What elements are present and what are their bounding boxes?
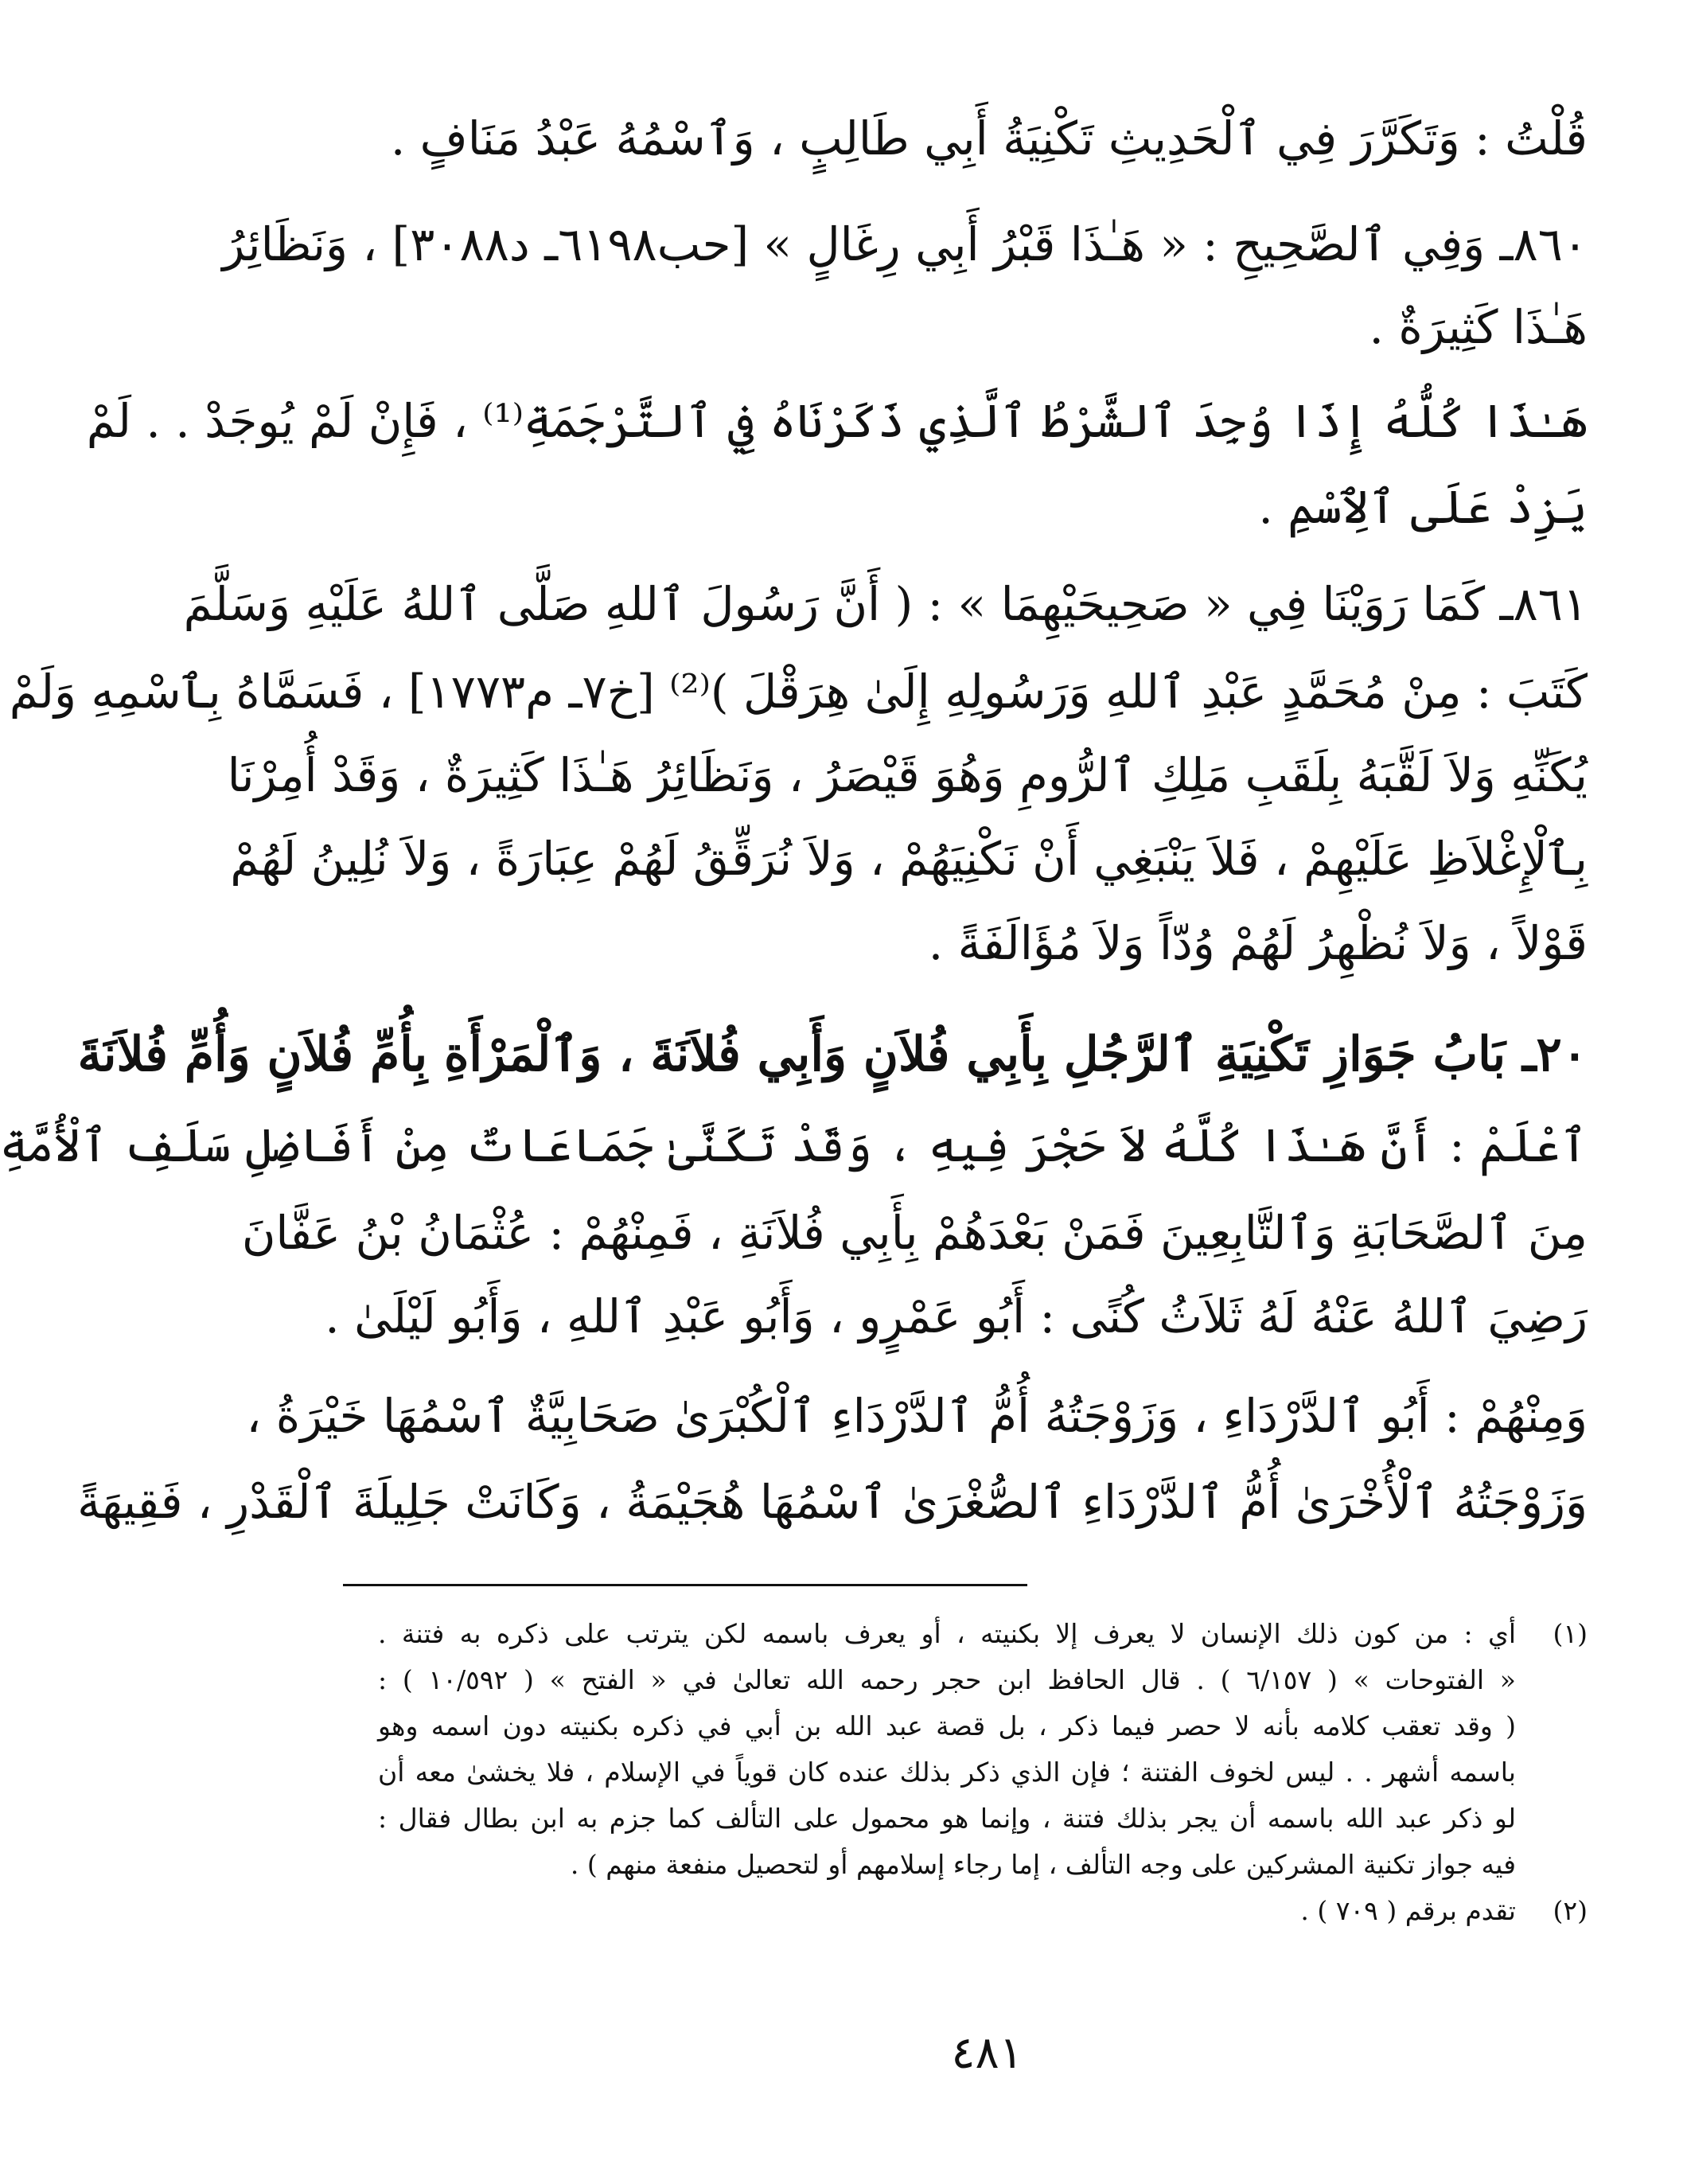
footnote-line: فيه جواز تكنية المشركين على وجه التألف ، إما رجاء إسلامهم أو لتحصيل منفعة منهم ) . [570, 1849, 1516, 1880]
footnote-number-blank [1532, 1708, 1588, 1746]
body-line-1: قُلْتُ : وَتَكَرَّرَ فِي ٱلْحَدِيثِ تَكْنِيَةُ أَبِي طَالِبٍ ، وَٱسْمُهُ عَبْدُ مَنَافٍ . [390, 111, 1588, 166]
footnote-number-blank [1532, 1662, 1588, 1700]
body-line-8: يُكَنِّهِ وَلاَ لَقَّبَهُ بِلَقَبِ مَلِكِ ٱلرُّومِ وَهُوَ قَيْصَرُ ، وَنَظَائِرُ هَـٰذَا كَثِيرَةٌ ، وَقَدْ أُمِرْنَا [227, 748, 1588, 802]
body-line-9: بِٱلْإِغْلاَظِ عَلَيْهِمْ ، فَلاَ يَنْبَغِي أَنْ نَكْنِيَهُمْ ، وَلاَ نُرَقِّقُ لَهُمْ عِبَارَةً ، وَلاَ نُلِينُ لَهُمْ [230, 832, 1588, 886]
body-line-7: كَتَبَ : مِنْ مُحَمَّدٍ عَبْدِ ٱللهِ وَرَسُولِهِ إِلَىٰ هِرَقْلَ )⁽²⁾ [خ٧ـ م١٧٧٣] ، فَسَمَّاهُ بِٱسْمِهِ وَلَمْ [9, 665, 1588, 719]
body-line-10: قَوْلاً ، وَلاَ نُظْهِرُ لَهُمْ وُدّاً وَلاَ مُؤَالَفَةً . [928, 916, 1588, 970]
footnote-line: « الفتوحات » ( ٦/١٥٧ ) . قال الحافظ ابن حجر رحمه الله تعالىٰ في « الفتح » ( ١٠/٥٩٢ ) : [378, 1664, 1516, 1695]
body-line-12: مِنَ ٱلصَّحَابَةِ وَٱلتَّابِعِينَ فَمَنْ بَعْدَهُمْ بِأَبِي فُلاَنَةِ ، فَمِنْهُمْ : عُثْمَانُ بْنُ عَفَّانَ [241, 1206, 1588, 1260]
chapter-heading: ٢٠ـ بَابُ جَوَازِ تَكْنِيَةِ ٱلرَّجُلِ بِأَبِي فُلاَنٍ وَأَبِي فُلاَنَةَ ، وَٱلْمَرْأَةِ بِأُمِّ فُلاَنٍ وَأُمِّ فُلاَنَةَ [77, 1027, 1588, 1082]
body-line-6: ٨٦١ـ كَمَا رَوَيْنَا فِي « صَحِيحَيْهِمَا » : ( أَنَّ رَسُولَ ٱللهِ صَلَّى ٱللهُ عَلَيْهِ وَسَلَّمَ [183, 577, 1588, 631]
body-line-15: وَزَوْجَتُهُ ٱلْأُخْرَىٰ أُمُّ ٱلدَّرْدَاءِ ٱلصُّغْرَىٰ ٱسْمُهَا هُجَيْمَةُ ، وَكَانَتْ جَلِيلَةَ ٱلْقَدْرِ ، فَقِيهَةً [77, 1475, 1588, 1529]
footnote-separator [343, 1584, 1027, 1586]
footnote-number-blank [1532, 1800, 1588, 1839]
body-line-14: وَمِنْهُمْ : أَبُو ٱلدَّرْدَاءِ ، وَزَوْجَتُهُ أُمُّ ٱلدَّرْدَاءِ ٱلْكُبْرَىٰ صَحَابِيَّةٌ ٱسْمُهَا خَيْرَةُ ، [246, 1389, 1588, 1443]
body-line-5: يَزِدْ عَلَى ٱلِٱسْمِ . [1258, 480, 1588, 534]
footnote-number-blank [1532, 1754, 1588, 1792]
footnote-number-2: (٢) [1553, 1895, 1588, 1926]
body-line-2: ٨٦٠ـ وَفِي ٱلصَّحِيحِ : « هَـٰذَا قَبْرُ أَبِي رِغَالٍ » [حب٦١٩٨ـ د٣٠٨٨] ، وَنَظَائِرُ [222, 217, 1588, 271]
footnote-line: ( وقد تعقب كلامه بأنه لا حصر فيما ذكر ، بل قصة عبد الله بن أبي في ذكره بكنيته دون اسمه وهو [378, 1710, 1516, 1741]
footnote-line: تقدم برقم ( ٧٠٩ ) . [1300, 1895, 1516, 1926]
body-line-3: هَـٰذَا كَثِيرَةٌ . [1369, 300, 1588, 354]
body-line-11: ٱعْلَمْ : أَنَّ هَـٰذَا كُلَّهُ لاَ حَجْرَ فِيهِ ، وَقَدْ تَكَنَّىٰ جَمَاعَاتٌ مِنْ أَفَاضِلِ سَلَفِ ٱلْأُمَّةِ [0, 1118, 1588, 1172]
body-line-4: هَـٰذَا كُلُّهُ إِذَا وُجِدَ ٱلشَّرْطُ ٱلَّذِي ذَكَرْنَاهُ فِي ٱلتَّرْجَمَةِ⁽¹⁾ ، فَإِنْ لَمْ يُوجَدْ . . لَمْ [86, 394, 1588, 448]
footnote-number-blank [1532, 1847, 1588, 1885]
footnote-number-1: (١) [1553, 1618, 1588, 1649]
page-number: ٤٨١ [951, 2027, 1023, 2079]
footnote-line: أي : من كون ذلك الإنسان لا يعرف إلا بكنيته ، أو يعرف باسمه لكن يترتب على ذكره به فتنة . [378, 1618, 1516, 1649]
body-line-13: رَضِيَ ٱللهُ عَنْهُ لَهُ ثَلاَثُ كُنًى : أَبُو عَمْرٍو ، وَأَبُو عَبْدِ ٱللهِ ، وَأَبُو لَيْلَىٰ . [325, 1289, 1588, 1344]
footnote-line: باسمه أشهر . . ليس لخوف الفتنة ؛ فإن الذي ذكر بذلك عنده كان قوياً في الإسلام ، فلا يخشىٰ معه أن [378, 1757, 1516, 1788]
footnote-line: لو ذكر عبد الله باسمه أن يجر بذلك فتنة ، وإنما هو محمول على التألف كما جزم به ابن بطال فقال : [378, 1803, 1516, 1834]
